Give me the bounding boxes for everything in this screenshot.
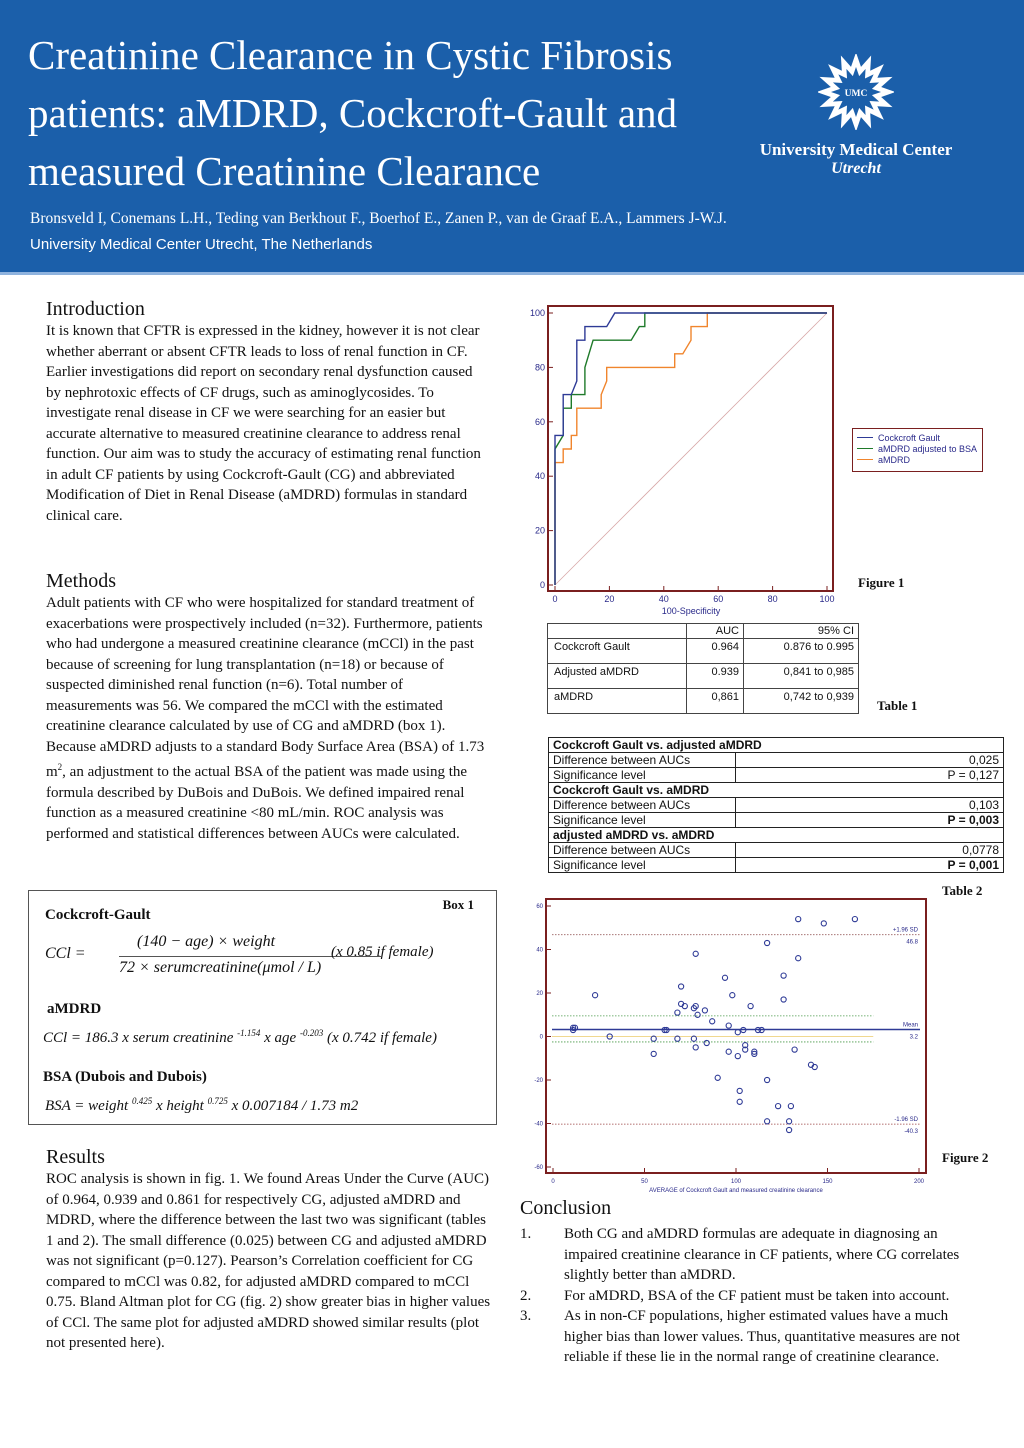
table-row: aMDRD 0,861 0,742 to 0,939 [548, 689, 859, 714]
table-row: Significance level P = 0,127 [549, 768, 1004, 783]
list-item: 3. As in non-CF populations, higher estimated values have a much higher bias than lower values. Thus, quantitative measures are not reliable if these lie in the normal range of creatinine clearance. [520, 1308, 960, 1365]
list-item: 1. Both CG and aMDRD formulas are adequate in diagnosing an impaired creatinine clearance in CF patients, where CG correlates slightly better than aMDRD. [520, 1226, 960, 1283]
table-header-row: AUC 95% CI [548, 624, 859, 639]
logo-badge-text: UMC [844, 88, 868, 99]
umc-sun-logo-icon [818, 54, 894, 130]
svg-text:AVERAGE of Cockcroft Gault and: AVERAGE of Cockcroft Gault and measured creatinine clearance [649, 1188, 823, 1194]
bsa-heading: BSA (Dubois and Dubois) [43, 1069, 207, 1085]
svg-text:0: 0 [539, 580, 545, 590]
svg-text:50: 50 [641, 1179, 648, 1185]
svg-text:100: 100 [730, 1179, 742, 1185]
title-line-3: measured Creatinine Clearance [28, 148, 541, 194]
roc-chart [520, 300, 840, 620]
methods-section [46, 569, 491, 844]
table-2-label: Table 2 [942, 883, 983, 898]
svg-text:100: 100 [529, 308, 545, 318]
conclusion-section [520, 1196, 980, 1368]
svg-text:0: 0 [551, 1179, 555, 1185]
cg-denominator: 72 × serumcreatinine(μmol / L) [119, 959, 322, 976]
amdrd-heading: aMDRD [47, 1001, 102, 1017]
conclusion-list [520, 1224, 980, 1368]
comparison-title: adjusted aMDRD vs. aMDRD [549, 828, 1004, 843]
svg-text:46.8: 46.8 [906, 939, 918, 946]
table-row: Difference between AUCs 0,0778 [549, 843, 1004, 858]
title-line-2: patients: aMDRD, Cockcroft-Gault and [28, 90, 678, 136]
svg-text:80: 80 [534, 362, 545, 373]
svg-text:40: 40 [534, 471, 545, 482]
methods-body: Adult patients with CF who were hospitalized for standard treatment of exacerbations were prospectively included (n=32). Furthermore, patients who had undergone a measured creatinine clearance (mCCl) in the past because of screening for lung transplantation (n=18) or because of suspected diminished renal function (n=6). Total number of measurements was 56. We compared the mCCl with the estimated creatinine clearance calculated by use of CG and aMDRD (box 1). Because aMDRD adjusts to a standard Body Surface Area (BSA) of 1.73 $m^2$, an adjustment to the actual BSA of the patient was made using the formula described by DuBois and DuBois. We defined impaired renal function as a measured creatinine <80 mL/min. ROC analysis was performed and statistical differences between AUCs were calculated. [46, 595, 485, 842]
svg-text:40: 40 [658, 594, 669, 604]
table-row: Adjusted aMDRD 0.939 0,841 to 0,985 [548, 664, 859, 689]
list-item: 2. For aMDRD, BSA of the CF patient must be taken into account. [520, 1287, 950, 1304]
svg-text:-1.96 SD: -1.96 SD [894, 1117, 918, 1124]
auc-comparison-table [548, 737, 1004, 873]
introduction-heading: Introduction [46, 298, 145, 320]
affiliation: University Medical Center Utrecht, The Netherlands [30, 236, 373, 253]
svg-text:-60: -60 [534, 1165, 543, 1171]
box-label: Box 1 [442, 897, 474, 912]
svg-text:200: 200 [913, 1179, 925, 1185]
results-section [46, 1145, 491, 1354]
table-1-label: Table 1 [877, 698, 918, 713]
authors: Bronsveld I, Conemans L.H., Teding van Berkhout F., Boerhof E., Zanen P., van de Graaf E.A., Lammers J-W.J. [30, 210, 727, 227]
amdrd-formula: CCl = 186.3 x serum creatinine $^{-1.154}$ x age $^{-0.203}$ (x 0.742 if female) [43, 1028, 437, 1046]
header-banner [0, 0, 1024, 272]
cg-numerator: (140 − age) × weight [137, 933, 276, 950]
svg-text:100-Specificity: 100-Specificity [661, 606, 721, 616]
svg-text:150: 150 [822, 1179, 833, 1185]
introduction-body: It is known that CFTR is expressed in the kidney, however it is not clear whether aberrant or absent CFTR leads to loss of renal function in CF. Earlier investigations did report on secondary renal dysfunction caused by nephrotoxic effects of CF drugs, such as aminoglycosides. To investigate renal disease in CF we were searching for an easier but accurate alternative to measured creatinine clearance to address renal function. Our aim was to study the accuracy of estimating renal function in adult CF patients by using Cockcroft-Gault (CG) and abbreviated Modification of Diet in Renal Disease (aMDRD) formulas in standard clinical care. [46, 323, 481, 524]
comparison-title: Cockcroft Gault vs. adjusted aMDRD [549, 738, 1004, 753]
table-row: Significance level P = 0,003 [549, 813, 1004, 828]
svg-text:20: 20 [536, 991, 543, 997]
svg-text:60: 60 [713, 594, 724, 604]
formula-box [28, 890, 497, 1125]
svg-text:-40: -40 [534, 1121, 543, 1128]
institution-city: Utrecht [831, 160, 881, 177]
legend-item-amdrd-adjusted: aMDRD adjusted to BSA [857, 443, 977, 454]
poster-title [28, 26, 768, 200]
table-row: Significance level P = 0,001 [549, 858, 1004, 873]
cockcroft-gault-heading: Cockcroft-Gault [45, 907, 151, 923]
svg-text:-20: -20 [534, 1078, 543, 1084]
results-body: ROC analysis is shown in fig. 1. We found Areas Under the Curve (AUC) of 0.964, 0.939 and 0.861 for respectively CG, adjusted aMDRD and MDRD, where the difference between the last two was significant (tables 1 and 2). The small difference (0.025) between CG and adjusted aMDRD was not significant (p=0.127). Pearson’s Correlation coefficient for CG compared to mCCl was 0.82, for adjusted aMDRD compared to mCCl 0.75. Bland Altman plot for CG (fig. 2) show greater bias in higher values of CCl. The same plot for adjusted aMDRD showed similar results (plot not presented here). [46, 1171, 491, 1351]
svg-text:60: 60 [536, 904, 543, 910]
legend-item-cockcroft-gault: Cockcroft Gault [857, 432, 940, 443]
figure-1-label: Figure 1 [858, 575, 905, 590]
methods-heading: Methods [46, 570, 116, 592]
header-divider [0, 272, 1024, 275]
bland-altman-chart [520, 895, 940, 1195]
table-row: Cockcroft Gault 0.964 0.876 to 0.995 [548, 639, 859, 664]
results-heading: Results [46, 1146, 105, 1168]
svg-text:0: 0 [552, 594, 558, 604]
svg-text:Mean: Mean [902, 1022, 918, 1029]
legend-item-amdrd: aMDRD [857, 454, 910, 465]
institution-name: University Medical Center [759, 140, 953, 159]
table-row: Difference between AUCs 0,103 [549, 798, 1004, 813]
svg-text:0: 0 [539, 1034, 543, 1041]
bsa-formula: BSA = weight $^{0.425}$ x height $^{0.725}$ x 0.007184 / 1.73 m2 [45, 1096, 359, 1114]
roc-legend [852, 428, 983, 472]
cg-female-factor: (x 0.85 if female) [331, 944, 434, 960]
svg-text:3.2: 3.2 [909, 1034, 918, 1041]
svg-text:40: 40 [536, 947, 543, 954]
svg-text:20: 20 [604, 594, 615, 604]
svg-text:60: 60 [534, 416, 545, 427]
svg-text:+1.96 SD: +1.96 SD [892, 927, 918, 934]
comparison-title: Cockcroft Gault vs. aMDRD [549, 783, 1004, 798]
figure-2-label: Figure 2 [942, 1150, 989, 1165]
conclusion-heading: Conclusion [520, 1197, 612, 1219]
auc-table [547, 623, 859, 714]
cg-lhs: CCl = [45, 945, 86, 962]
introduction-section [46, 297, 491, 526]
svg-text:100: 100 [819, 594, 835, 604]
svg-text:80: 80 [767, 594, 778, 604]
table-row: Difference between AUCs 0,025 [549, 753, 1004, 768]
svg-text:-40.3: -40.3 [904, 1129, 918, 1136]
title-line-1: Creatinine Clearance in Cystic Fibrosis [28, 32, 673, 78]
svg-text:20: 20 [534, 525, 545, 536]
